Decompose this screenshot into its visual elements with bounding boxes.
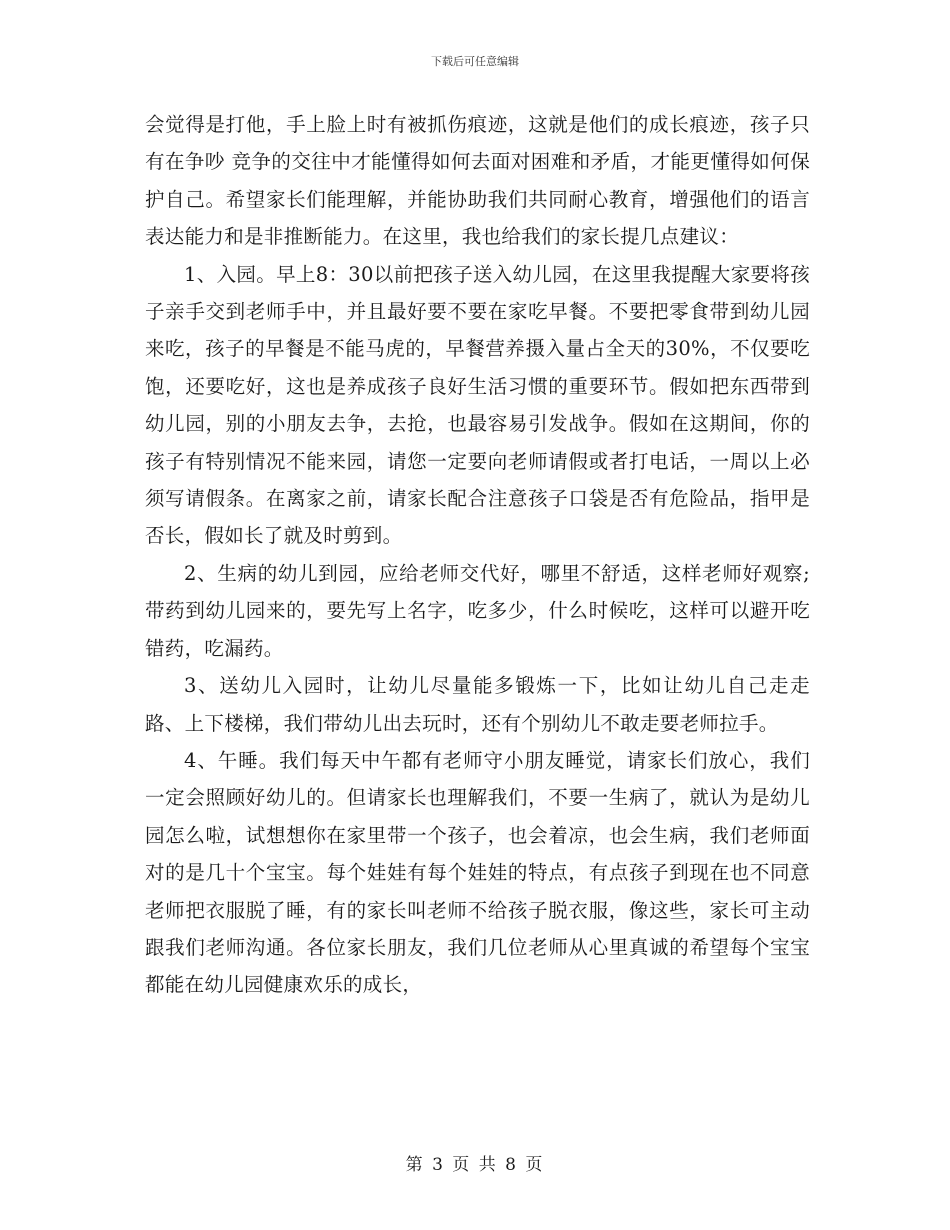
paragraph-suggestion-3: 3、送幼儿入园时，让幼儿尽量能多锻炼一下，比如让幼儿自己走走路、上下楼梯，我们带幼儿出去玩时，还有个别幼儿不敢走要老师拉手。 [145, 674, 810, 735]
paragraph-suggestion-2: 2、生病的幼儿到园，应给老师交代好，哪里不舒适，这样老师好观察;带药到幼儿园来的，要先写上名字，吃多少，什么时候吃，这样可以避开吃错药，吃漏药。 [145, 561, 810, 660]
paragraph-suggestion-4: 4、午睡。我们每天中午都有老师守小朋友睡觉，请家长们放心，我们一定会照顾好幼儿的。但请家长也理解我们，不要一生病了，就认为是幼儿园怎么啦，试想想你在家里带一个孩子，也会着凉，也会生病，我们老师面对的是几十个宝宝。每个娃娃有每个娃娃的特点，有点孩子到现在也不同意老师把衣服脱了睡，有的家长叫老师不给孩子脱衣服，像这些，家长可主动跟我们老师沟通。各位家长朋友，我们几位老师从心里真诚的希望每个宝宝都能在幼儿园健康欢乐的成长， [145, 748, 810, 997]
paragraph-suggestion-1: 1、入园。早上8：30以前把孩子送入幼儿园，在这里我提醒大家要将孩子亲手交到老师手中，并且最好要不要在家吃早餐。不要把零食带到幼儿园来吃，孩子的早餐是不能马虎的，早餐营养摄入量占全天的30%，不仅要吃饱，还要吃好，这也是养成孩子良好生活习惯的重要环节。假如把东西带到幼儿园，别的小朋友去争，去抢，也最容易引发战争。假如在这期间，你的孩子有特别情况不能来园，请您一定要向老师请假或者打电话，一周以上必须写请假条。在离家之前，请家长配合注意孩子口袋是否有危险品，指甲是否长，假如长了就及时剪到。 [145, 262, 810, 548]
paragraph-continuation: 会觉得是打他，手上脸上时有被抓伤痕迹，这就是他们的成长痕迹，孩子只有在争吵 竞争的交往中才能懂得如何去面对困难和矛盾，才能更懂得如何保护自己。希望家长们能理解，并能协助我们共同耐心教育，增强他们的语言表达能力和是非推断能力。在这里，我也给我们的家长提几点建议： [145, 113, 810, 249]
page-header: 下载后可任意编辑 [431, 55, 519, 68]
document-body [145, 106, 810, 1004]
page-number-footer: 第 3 页 共 8 页 [405, 1155, 545, 1175]
